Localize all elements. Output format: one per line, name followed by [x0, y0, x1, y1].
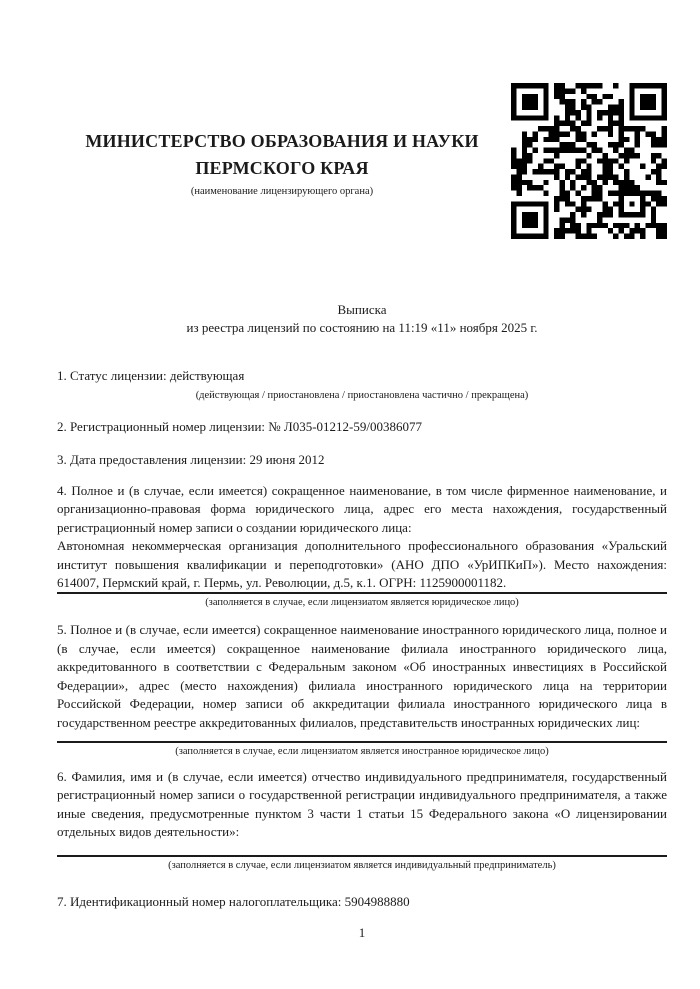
title-subheading: из реестра лицензий по состоянию на 11:19 «11» ноября 2025 г. [186, 320, 538, 336]
field-individual-entrepreneur-question: 6. Фамилия, имя и (в случае, если имеется) отчество индивидуального предпринимателя, государственный регистрационный номер записи о государственной регистрации индивидуального предпринимателя, а также иные сведения, предусмотренные пунктом 3 части 1 статьи 15 Федерального закона «О лицензировании отдельных видов деятельности»: [57, 768, 667, 840]
qr-code-icon [511, 83, 667, 239]
document-page [57, 0, 667, 942]
ministry-name-line2: ПЕРМСКОГО КРАЯ [195, 158, 369, 178]
field-legal-entity-caption: (заполняется в случае, если лицензиатом является юридическое лицо) [205, 597, 519, 609]
field-foreign-entity-block [57, 621, 667, 757]
licensing-authority-block [57, 83, 507, 198]
field-registration-number: 2. Регистрационный номер лицензии: № Л035-01212-59/00386077 [57, 419, 423, 435]
field-taxpayer-id: 7. Идентификационный номер налогоплательщика: 5904988880 [57, 893, 410, 909]
ministry-name-line1: МИНИСТЕРСТВО ОБРАЗОВАНИЯ И НАУКИ [85, 131, 479, 151]
fill-in-line [57, 855, 667, 857]
page-number: 1 [358, 924, 366, 940]
ministry-name [57, 128, 507, 182]
fill-in-line [57, 592, 667, 594]
ministry-caption: (наименование лицензирующего органа) [190, 186, 374, 197]
field-individual-entrepreneur-block [57, 768, 667, 872]
field-grant-date: 3. Дата предоставления лицензии: 29 июня 2012 [57, 451, 325, 467]
field-individual-entrepreneur-caption: (заполняется в случае, если лицензиатом является индивидуальный предприниматель) [168, 859, 556, 871]
field-foreign-entity-question: 5. Полное и (в случае, если имеется) сокращенное наименование иностранного юридического лица, полное и (в случае, если имеется) сокращенное наименование филиала иностранного юридического лица, аккредитованного в соответствии с Федеральным законом «Об иностранных инвестициях в Российской Федерации», адрес (место нахождения) филиала иностранного юридического лица на территории Российской Федерации, номер записи об аккредитации филиала иностранного юридического лица в государственном реестре аккредитованных филиалов, представительств иностранных юридических лиц: [57, 622, 667, 730]
document-title [57, 301, 667, 338]
field-foreign-entity-caption: (заполняется в случае, если лицензиатом является иностранное юридическое лицо) [175, 745, 549, 757]
field-legal-entity-answer: Автономная некоммерческая организация дополнительного профессионального образования «Уральский институт повышения квалификации и переподготовки» (АНО ДПО «УрИПКиП»). Место нахождения: 614007, Пермский край, г. Пермь, ул. Революции, д.5, к.1. ОГРН: 1125900001182. [57, 538, 667, 591]
fill-in-line [57, 741, 667, 743]
field-legal-entity-question: 4. Полное и (в случае, если имеется) сокращенное наименование, в том числе фирменное наименование, и организационно-правовая форма юридического лица, адрес его места нахождения, государственный регистрационный номер записи о создании юридического лица: [57, 483, 667, 535]
field-license-status: 1. Статус лицензии: действующая [57, 367, 245, 383]
field-legal-entity-block [57, 482, 667, 609]
title-heading: Выписка [337, 302, 387, 317]
document-header [57, 83, 667, 239]
field-license-status-caption: (действующая / приостановлена / приостановлена частично / прекращена) [195, 390, 529, 402]
